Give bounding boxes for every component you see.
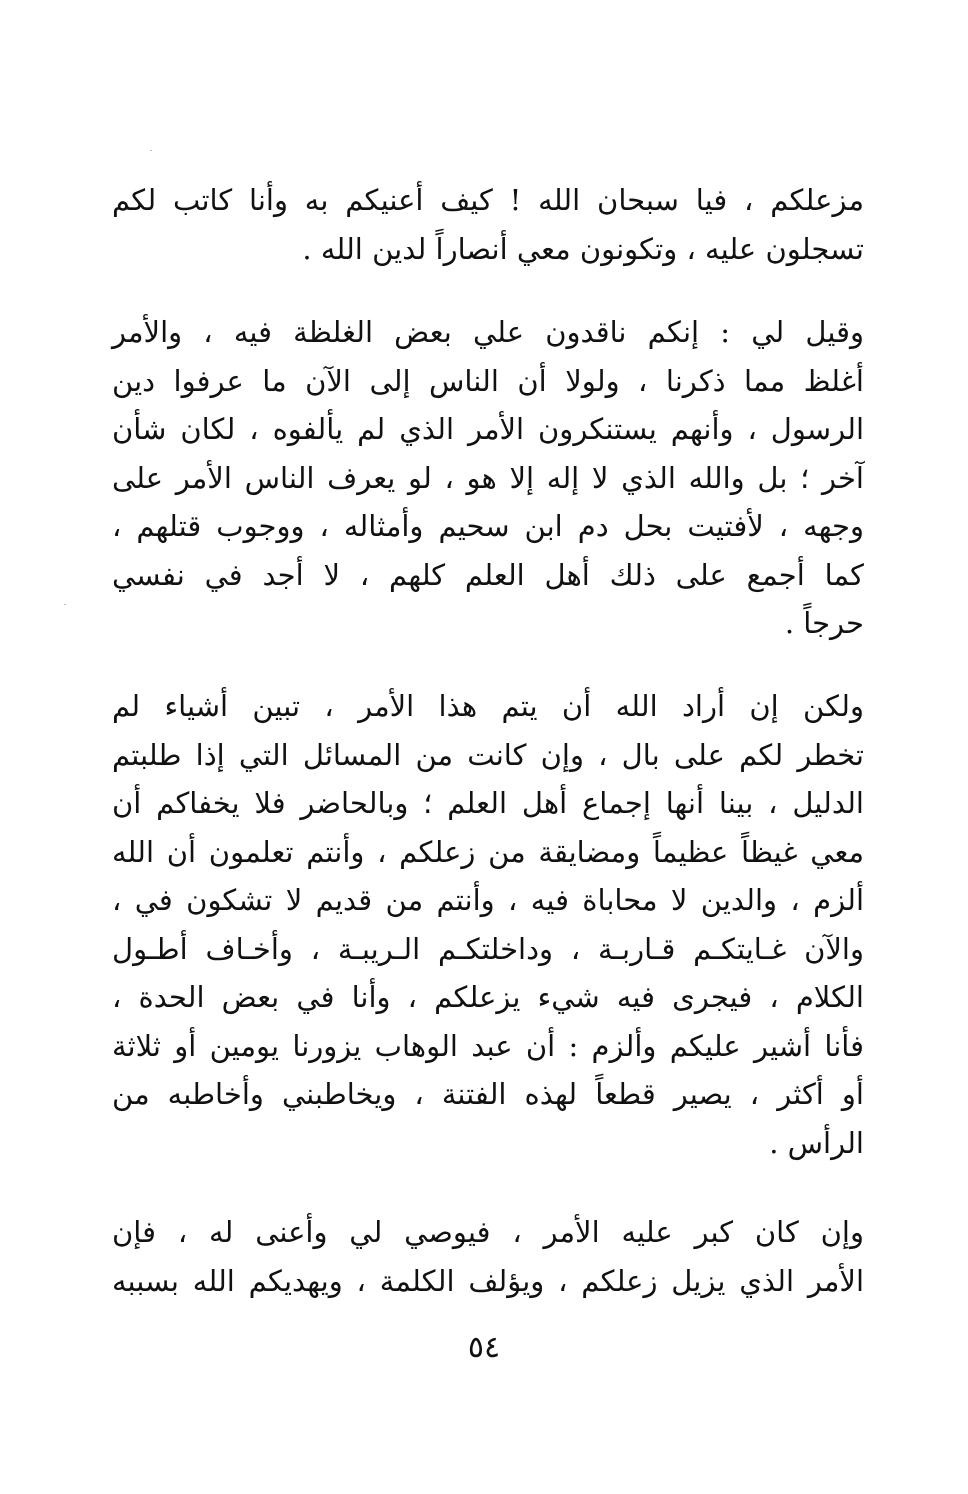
text-line: الدليل ، بينا أنها إجماع أهل العلم ؛ وبالحاضر فلا يخفاكم أن bbox=[112, 786, 864, 820]
text-line: حرجاً . bbox=[784, 606, 864, 640]
text-line: آخر ؛ بل والله الذي لا إله إلا هو ، لو يعرف الناس الأمر على bbox=[112, 460, 864, 495]
paragraph-3 bbox=[112, 682, 864, 1167]
text-line: الكلام ، فيجرى فيه شيء يزعلكم ، وأنا في بعض الحدة ، bbox=[112, 980, 864, 1014]
text-line: وإن كان كبر عليه الأمر ، فيوصي لي وأعنى له ، فإن bbox=[112, 1215, 864, 1249]
text-line: مزعلكم ، فيا سبحان الله ! كيف أعنيكم به وأنا كاتب لكم bbox=[112, 183, 864, 217]
text-line: معي غيظاً عظيماً ومضايقة من زعلكم ، وأنتم تعلمون أن الله bbox=[112, 834, 864, 869]
text-line: الرأس . bbox=[769, 1125, 864, 1160]
text-line: فأنا أشير عليكم وألزم : أن عبد الوهاب يزورنا يومين أو ثلاثة bbox=[112, 1028, 864, 1063]
text-line: ألزم ، والدين لا محاباة فيه ، وأنتم من قديم لا تشكون في ، bbox=[112, 883, 864, 917]
text-line: أو أكثر ، يصير قطعاً لهذه الفتنة ، ويخاطبني وأخاطبه من bbox=[112, 1077, 864, 1111]
text-line: تسجلون عليه ، وتكونون معي أنصاراً لدين الله . bbox=[302, 231, 864, 266]
scan-speck bbox=[150, 150, 152, 151]
text-line: كما أجمع على ذلك أهل العلم كلهم ، لا أجد في نفسي bbox=[112, 557, 864, 592]
text-line: أغلظ مما ذكرنا ، ولولا أن الناس إلى الآن ما عرفوا دين bbox=[112, 363, 864, 398]
text-line: الأمر الذي يزيل زعلكم ، ويؤلف الكلمة ، ويهديكم الله بسببه bbox=[112, 1263, 864, 1298]
scan-speck bbox=[64, 604, 66, 605]
text-line: الرسول ، وأنهم يستنكرون الأمر الذي لم يألفوه ، لكان شأن bbox=[112, 412, 864, 446]
text-line: والآن غـايتكـم قـاربـة ، وداخلتكـم الـريبـة ، وأخـاف أطـول bbox=[112, 931, 864, 966]
paragraph-4 bbox=[112, 1208, 864, 1305]
page-number: ٥٤ bbox=[467, 1330, 501, 1365]
paragraph-1 bbox=[112, 176, 864, 273]
text-line: وجهه ، لأفتيت بحل دم ابن سحيم وأمثاله ، ووجوب قتلهم ، bbox=[112, 509, 864, 543]
paragraph-2 bbox=[112, 308, 864, 648]
text-line: ولكن إن أراد الله أن يتم هذا الأمر ، تبين أشياء لم bbox=[112, 689, 864, 723]
text-line: تخطر لكم على بال ، وإن كانت من المسائل التي إذا طلبتم bbox=[112, 737, 864, 772]
text-line: وقيل لي : إنكم ناقدون علي بعض الغلظة فيه ، والأمر bbox=[112, 315, 864, 349]
